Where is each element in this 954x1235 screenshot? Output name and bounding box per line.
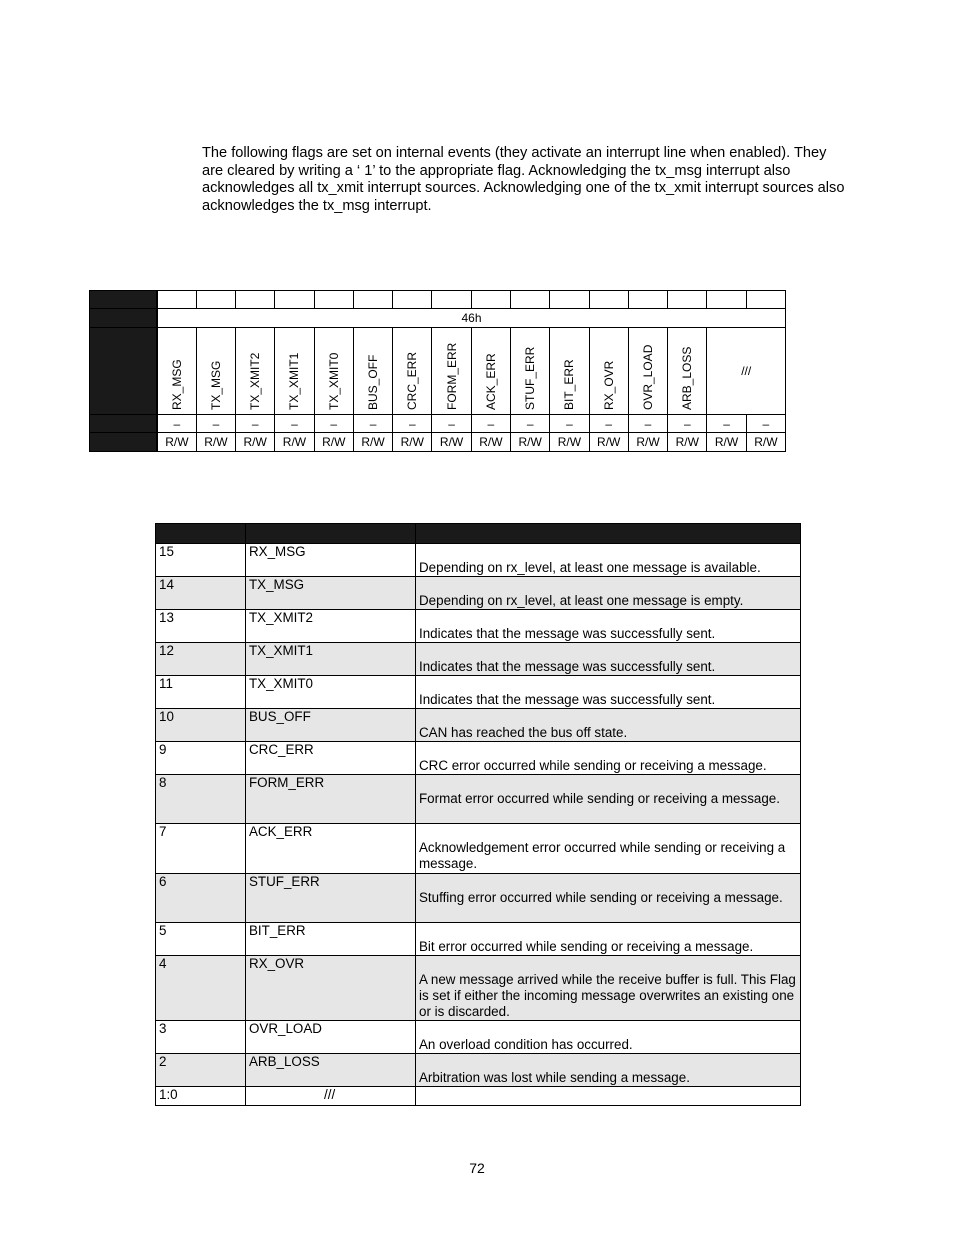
reg-reset-value: –	[314, 415, 353, 433]
reg-field-label: TX_XMIT2	[248, 352, 263, 410]
reg-header-row	[90, 291, 786, 309]
desc-bit: 2	[156, 1054, 246, 1087]
reg-access-value: R/W	[707, 433, 746, 452]
desc-bit: 7	[156, 824, 246, 874]
desc-text: Stuffing error occurred while sending or receiving a message.	[416, 874, 801, 923]
desc-bit: 15	[156, 544, 246, 577]
desc-bit: 10	[156, 709, 246, 742]
desc-row	[156, 577, 801, 610]
reg-field-label: RX_MSG	[169, 358, 184, 410]
reg-field-cell	[353, 328, 392, 415]
reg-field-cell	[550, 328, 589, 415]
desc-text: Format error occurred while sending or receiving a message.	[416, 775, 801, 824]
desc-text: CAN has reached the bus off state.	[416, 709, 801, 742]
desc-row	[156, 1087, 801, 1106]
reg-field-label: TX_XMIT0	[326, 352, 341, 410]
reg-reset-row	[90, 415, 786, 433]
reg-access-value: R/W	[196, 433, 235, 452]
desc-row	[156, 824, 801, 874]
reg-field-label: STUF_ERR	[523, 346, 538, 410]
reg-field-label: OVR_LOAD	[641, 344, 655, 410]
desc-field-name: RX_OVR	[246, 956, 416, 1021]
reg-field-label: FORM_ERR	[444, 342, 459, 410]
reg-label-cell	[90, 433, 157, 452]
desc-text: Indicates that the message was successfully sent.	[416, 643, 801, 676]
desc-header-cell	[416, 524, 801, 544]
reg-field-cell	[314, 328, 353, 415]
reg-field-cell	[628, 328, 667, 415]
desc-bit: 3	[156, 1021, 246, 1054]
reg-access-value: R/W	[157, 433, 196, 452]
desc-field-name: ///	[246, 1087, 416, 1106]
desc-field-name: FORM_ERR	[246, 775, 416, 824]
desc-row	[156, 643, 801, 676]
desc-text: Bit error occurred while sending or receiving a message.	[416, 923, 801, 956]
desc-text: A new message arrived while the receive buffer is full. This Flag is set if either the incoming message overwrites an existing one or is discarded.	[416, 956, 801, 1021]
reg-reset-value: –	[511, 415, 550, 433]
reg-access-value: R/W	[511, 433, 550, 452]
reg-access-value: R/W	[628, 433, 667, 452]
reg-field-cell	[432, 328, 471, 415]
reg-field-label: ARB_LOSS	[680, 346, 695, 410]
reg-field-cell	[471, 328, 510, 415]
desc-row	[156, 874, 801, 923]
desc-text: Depending on rx_level, at least one message is empty.	[416, 577, 801, 610]
reg-field-row	[90, 328, 786, 415]
desc-row	[156, 709, 801, 742]
desc-bit: 4	[156, 956, 246, 1021]
reg-reset-value: –	[550, 415, 589, 433]
desc-field-name: RX_MSG	[246, 544, 416, 577]
intro-paragraph: The following flags are set on internal events (they activate an interrupt line when enabled). They are cleared by writing a ‘ 1’ to the appropriate flag. Acknowledging the tx_msg interrupt also acknowledges all tx_xmit interrupt sources. Acknowledging one of the tx_xmit interrupt sources also acknowledges the tx_msg interrupt.	[202, 145, 845, 214]
desc-bit: 13	[156, 610, 246, 643]
desc-text: Indicates that the message was successfully sent.	[416, 610, 801, 643]
reg-access-value: R/W	[236, 433, 275, 452]
reg-reserved-cell: ///	[707, 328, 786, 415]
desc-text: Acknowledgement error occurred while sending or receiving a message.	[416, 824, 801, 874]
reg-reset-value: –	[353, 415, 392, 433]
reg-field-cell	[511, 328, 550, 415]
desc-bit: 9	[156, 742, 246, 775]
desc-field-name: TX_XMIT2	[246, 610, 416, 643]
desc-row	[156, 1054, 801, 1087]
reg-reset-value: –	[432, 415, 471, 433]
reg-field-label: CRC_ERR	[405, 351, 420, 410]
desc-bit: 5	[156, 923, 246, 956]
reg-reset-value: –	[236, 415, 275, 433]
desc-text: CRC error occurred while sending or receiving a message.	[416, 742, 801, 775]
reg-field-cell	[275, 328, 314, 415]
reg-offset-row	[90, 309, 786, 328]
desc-row	[156, 775, 801, 824]
reg-reset-value: –	[668, 415, 707, 433]
reg-access-row	[90, 433, 786, 452]
desc-row	[156, 676, 801, 709]
desc-text: Depending on rx_level, at least one message is available.	[416, 544, 801, 577]
reg-field-cell	[589, 328, 628, 415]
reg-access-value: R/W	[393, 433, 432, 452]
desc-text: Indicates that the message was successfully sent.	[416, 676, 801, 709]
desc-row	[156, 923, 801, 956]
reg-access-value: R/W	[432, 433, 471, 452]
desc-row	[156, 610, 801, 643]
reg-field-cell	[236, 328, 275, 415]
register-bit-map	[89, 290, 786, 452]
reg-reset-value: –	[393, 415, 432, 433]
reg-field-label: RX_OVR	[601, 360, 616, 410]
desc-field-name: CRC_ERR	[246, 742, 416, 775]
desc-field-name: BIT_ERR	[246, 923, 416, 956]
reg-reset-value: –	[707, 415, 746, 433]
reg-access-value: R/W	[668, 433, 707, 452]
reg-field-cell	[393, 328, 432, 415]
reg-reset-value: –	[589, 415, 628, 433]
reg-access-value: R/W	[353, 433, 392, 452]
desc-row	[156, 544, 801, 577]
desc-bit: 1:0	[156, 1087, 246, 1106]
reg-field-label: ACK_ERR	[483, 352, 498, 410]
reg-label-cell	[90, 291, 157, 309]
desc-text: Arbitration was lost while sending a message.	[416, 1054, 801, 1087]
reg-access-value: R/W	[471, 433, 510, 452]
reg-field-cell	[668, 328, 707, 415]
desc-bit: 11	[156, 676, 246, 709]
desc-header-cell	[156, 524, 246, 544]
desc-field-name: OVR_LOAD	[246, 1021, 416, 1054]
desc-bit: 14	[156, 577, 246, 610]
reg-reset-value: –	[157, 415, 196, 433]
reg-reset-value: –	[746, 415, 785, 433]
reg-field-cell	[196, 328, 235, 415]
reg-field-label: BIT_ERR	[562, 358, 577, 410]
reg-access-value: R/W	[589, 433, 628, 452]
desc-text	[416, 1087, 801, 1106]
reg-field-cell	[157, 328, 196, 415]
reg-label-cell	[90, 309, 157, 328]
reg-offset: 46h	[157, 309, 786, 328]
desc-field-name: TX_MSG	[246, 577, 416, 610]
desc-text: An overload condition has occurred.	[416, 1021, 801, 1054]
desc-row	[156, 742, 801, 775]
reg-access-value: R/W	[314, 433, 353, 452]
reg-field-label: TX_XMIT1	[287, 352, 302, 410]
desc-field-name: TX_XMIT1	[246, 643, 416, 676]
field-description-table	[155, 523, 801, 1106]
desc-field-name: BUS_OFF	[246, 709, 416, 742]
desc-bit: 8	[156, 775, 246, 824]
reg-field-label: BUS_OFF	[366, 354, 381, 410]
reg-access-value: R/W	[550, 433, 589, 452]
reg-field-label: TX_MSG	[208, 360, 223, 410]
desc-header-cell	[246, 524, 416, 544]
desc-bit: 6	[156, 874, 246, 923]
reg-reset-value: –	[471, 415, 510, 433]
reg-reset-value: –	[196, 415, 235, 433]
page-number: 72	[469, 1160, 485, 1176]
desc-header-row	[156, 524, 801, 544]
reg-reset-value: –	[628, 415, 667, 433]
reg-reset-value: –	[275, 415, 314, 433]
desc-field-name: TX_XMIT0	[246, 676, 416, 709]
desc-field-name: ACK_ERR	[246, 824, 416, 874]
reg-access-value: R/W	[746, 433, 785, 452]
desc-bit: 12	[156, 643, 246, 676]
desc-row	[156, 956, 801, 1021]
reg-label-cell	[90, 415, 157, 433]
desc-field-name: ARB_LOSS	[246, 1054, 416, 1087]
desc-field-name: STUF_ERR	[246, 874, 416, 923]
reg-label-cell	[90, 328, 157, 415]
desc-row	[156, 1021, 801, 1054]
reg-access-value: R/W	[275, 433, 314, 452]
